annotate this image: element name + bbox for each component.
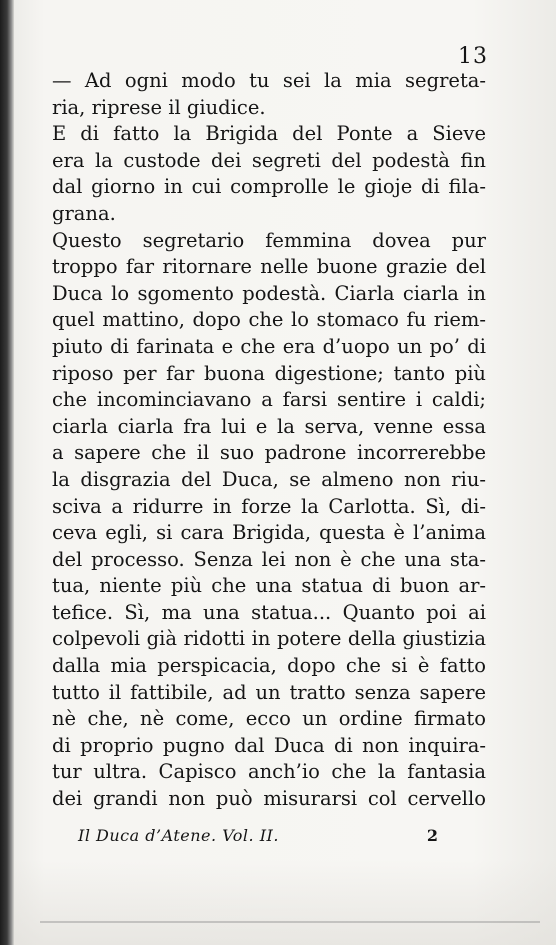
- page-footer: [0, 826, 556, 850]
- text-line: E di fatto la Brigida del Ponte a Sieve: [52, 122, 486, 146]
- paragraph-3: [52, 228, 486, 813]
- text-line: ciarla ciarla fra lui e la serva, venne essa: [52, 414, 486, 438]
- text-line: era la custode dei segreti del podestà fin: [52, 148, 486, 172]
- page-binding-edge: [0, 0, 14, 945]
- text-line: la disgrazia del Duca, se almeno non riu-: [52, 467, 486, 491]
- text-line: tua, niente più che una statua di buon ar-: [52, 574, 486, 598]
- text-line: dei grandi non può misurarsi col cervello: [52, 787, 486, 811]
- text-line: a sapere che il suo padrone incorrerebbe: [52, 441, 486, 465]
- scan-shadow: [14, 860, 556, 945]
- text-line: del processo. Senza lei non è che una sta-: [52, 547, 486, 571]
- text-line: tutto il fattibile, ad un tratto senza sapere: [52, 680, 486, 704]
- text-line: tur ultra. Capisco anch’io che la fantasia: [52, 760, 486, 784]
- text-line: troppo far ritornare nelle buone grazie del: [52, 255, 486, 279]
- text-line: dalla mia perspicacia, dopo che si è fatto: [52, 654, 486, 678]
- text-line: — Ad ogni modo tu sei la mia segreta-: [52, 69, 486, 92]
- signature-mark: 2: [426, 826, 438, 845]
- paragraph-2: [52, 121, 486, 227]
- text-line: riposo per far buona digestione; tanto più: [52, 361, 486, 385]
- text-line: colpevoli già ridotti in potere della giustizia: [52, 627, 486, 651]
- page-number: 13: [458, 44, 488, 69]
- text-line: Duca lo sgomento podestà. Ciarla ciarla in: [52, 281, 486, 305]
- text-line: piuto di farinata e che era d’uopo un po’ di: [52, 334, 486, 358]
- text-line: grana.: [52, 201, 116, 225]
- text-line: Questo segretario femmina dovea pur: [52, 228, 486, 252]
- text-line: quel mattino, dopo che lo stomaco fu riem-: [52, 308, 486, 332]
- text-line: di proprio pugno dal Duca di non inquira-: [52, 733, 486, 757]
- text-line: sciva a ridurre in forze la Carlotta. Sì, di-: [52, 494, 486, 518]
- text-line: ceva egli, si cara Brigida, questa è l’anima: [52, 521, 486, 545]
- text-line: nè che, nè come, ecco un ordine firmato: [52, 707, 486, 731]
- text-line: che incominciavano a farsi sentire i caldi;: [52, 388, 486, 412]
- page-edge-line: [40, 921, 540, 923]
- body-text: [52, 68, 486, 813]
- text-line: tefice. Sì, ma una statua... Quanto poi ai: [52, 600, 486, 624]
- running-footer-title: Il Duca d’Atene. Vol. II.: [78, 826, 279, 845]
- text-line: dal giorno in cui comprolle le gioje di fila-: [52, 175, 486, 199]
- text-line: ria, riprese il giudice.: [52, 95, 266, 119]
- paragraph-1: [52, 68, 486, 121]
